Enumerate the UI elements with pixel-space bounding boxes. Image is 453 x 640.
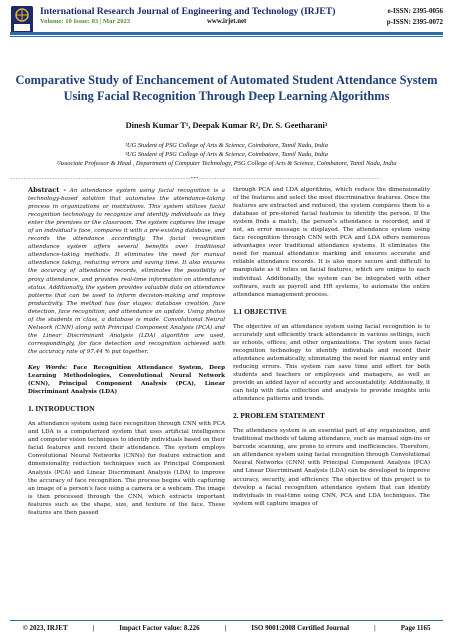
e-issn: e-ISSN: 2395-0056	[387, 7, 443, 15]
affiliation-3: ³Associate Professor & Head , Department of Computer Technology, PSG College of Arts & Science, Coimbatore, Tamil Nadu, India	[56, 160, 397, 167]
problem-heading: 2. PROBLEM STATEMENT	[233, 411, 325, 421]
header-rule	[10, 32, 443, 35]
affiliation-1: ¹UG Student of PSG College of Arts & Science, Coimbatore, Tamil Nadu, India	[125, 142, 328, 149]
intro-heading: 1. INTRODUCTION	[28, 404, 95, 414]
footer-copyright: © 2023, IRJET	[22, 624, 68, 632]
volume-issue: Volume: 10 Issue: 03 | Mar 2023	[40, 18, 131, 25]
journal-website-link[interactable]: www.irjet.net	[207, 18, 247, 25]
page-footer	[10, 624, 443, 632]
abstract-text: An attendance system using facial recognition is a technology-based solution that automates the attendance-taking process in organizations or institutions. This system utilizes facial recognition technology to recognize and identify individuals as they enter the premises or the classroom. The system captures the image of an individual's face, compares it with a pre-existing database, and records the attendance accordingly. The facial recognition attendance system offers several benefits over traditional attendance-taking methods. It eliminates the need for manual attendance taking, reducing errors and saving time. It also ensures the accuracy of attendance records, eliminates the possibility of proxy attendance, and provides real-time information on attendance status. Additionally, the system provides valuable data on attendance patterns that can be used to inform decision-making and improve productivity. The method has four stages: database creation, face detection, face recognition, and attendance an update. Using photos of the students in class, a database is made. Convolutional Neural Network (CNN) along with Principal Component Analysis (PCA) and the Linear Discriminant Analysis (LDA) algorithm are used, correspondingly, for face detection and recognition achieved with the accuracy rate of 97.44 % put together.	[28, 188, 225, 355]
keywords	[28, 364, 225, 396]
footer-iso: ISO 9001:2008 Certified Journal	[251, 624, 350, 632]
abstract-label: Abstract -	[28, 186, 67, 194]
abstract	[28, 186, 225, 356]
affiliation-2: ²UG Student of PSG College of Arts & Science, Coimbatore, Tamil Nadu, India	[125, 151, 328, 158]
intro-continued-paragraph: through PCA and LDA algorithms, which reduce the dimensionality of the features and select the most discriminative features. Once the features are extracted and reduced, the system compares them to a database of pre-stored facial features to identify the person. If the system finds a match, the person's attendance is recorded, and if not, an error message is displayed. The attendance system using face recognition through CNN with PCA and LDA offers numerous advantages over traditional attendance systems. It eliminates the need for manual attendance marking and ensures accurate and reliable attendance records. It is also more secure and difficult to manipulate as it relies on facial features, which are unique to each individual. Additionally, the system can be integrated with other software, such as payroll and HR systems, to automate the entire attendance management process.	[233, 187, 430, 298]
journal-name: International Research Journal of Engineering and Technology (IRJET)	[40, 6, 336, 17]
left-column	[28, 186, 225, 517]
journal-header	[0, 0, 453, 46]
header-rule-thin	[10, 36, 443, 37]
section-separator: ---------------------------------------------------------------------***---------------------------------------------------------------------	[10, 177, 379, 182]
keywords-label: Key Words:	[28, 364, 68, 371]
p-issn: p-ISSN: 2395-0072	[386, 18, 443, 26]
intro-paragraph: An attendance system using face recognition through CNN with PCA and LDA is a computerized system that uses artificial intelligence and computer vision techniques to identify individuals based on their facial features and record their attendance. The system employs Convolutional Neural Networks (CNNs) for feature extraction and dimensionality reduction techniques such as Principal Component Analysis (PCA) and Linear Discriminant Analysis (LDA) to improve the accuracy of face recognition. The process begins with capturing an image of a person's face using a camera or a webcam. The image is then processed through the CNN, which extracts important features such as the shape, size, and texture of the face. These features are then passed	[28, 421, 225, 516]
irjet-logo-icon	[10, 5, 34, 35]
paper-title: Comparative Study of Enchancement of Automated Student Attendance System Using Facial Recognition Through Deep Learning Algorithms	[15, 73, 438, 103]
objective-paragraph: The objective of an attendance system using facial recognition is to accurately and efficiently track attendance in various settings, such as schools, offices, and other organizations. The system uses facial recognition technology to identify individuals and record their attendance automatically, eliminating the need for manual entry and reducing errors. This system can save time and effort for both students and teachers or employees and managers, as well as provide an added layer of security and accountability. Additionally, it can help with data collection and analysis to provide insights into attendance patterns and trends.	[233, 323, 430, 403]
footer-sep: |	[224, 624, 227, 632]
footer-sep: |	[374, 624, 376, 632]
keywords-text: Face Recognition Attendance System, Deep Learning Methodologies, Convolutional Neural Network (CNN), Principal Component Analysis (PCA), Linear Discriminant Analysis (LDA)	[28, 364, 225, 396]
problem-paragraph: The attendance system is an essential part of any organization, and traditional methods of taking attendance, such as manual sign-ins or barcode scanning, are prone to errors and inefficiencies. Therefore, an attendance system using facial recognition through Convolutional Neural Networks (CNN) with Principal Component Analysis (PCA) and Linear Discriminant Analysis (LDA) can be developed to improve accuracy, security, and efficiency. The objective of this project is to develop a facial recognition attendance system that can identify individuals in real-time using CNN, PCA and LDA techniques. The system will capture images of	[233, 428, 430, 507]
footer-rule	[10, 620, 443, 621]
footer-sep: |	[92, 624, 95, 632]
footer-page-number: Page 1165	[400, 624, 431, 632]
objective-heading: 1.1 OBJECTIVE	[233, 306, 287, 316]
footer-impact-factor: Impact Factor value: 8.226	[119, 624, 200, 632]
paper-authors: Dinesh Kumar T¹, Deepak Kumar R², Dr. S. Geetharani³	[125, 121, 328, 130]
right-column	[233, 186, 430, 508]
